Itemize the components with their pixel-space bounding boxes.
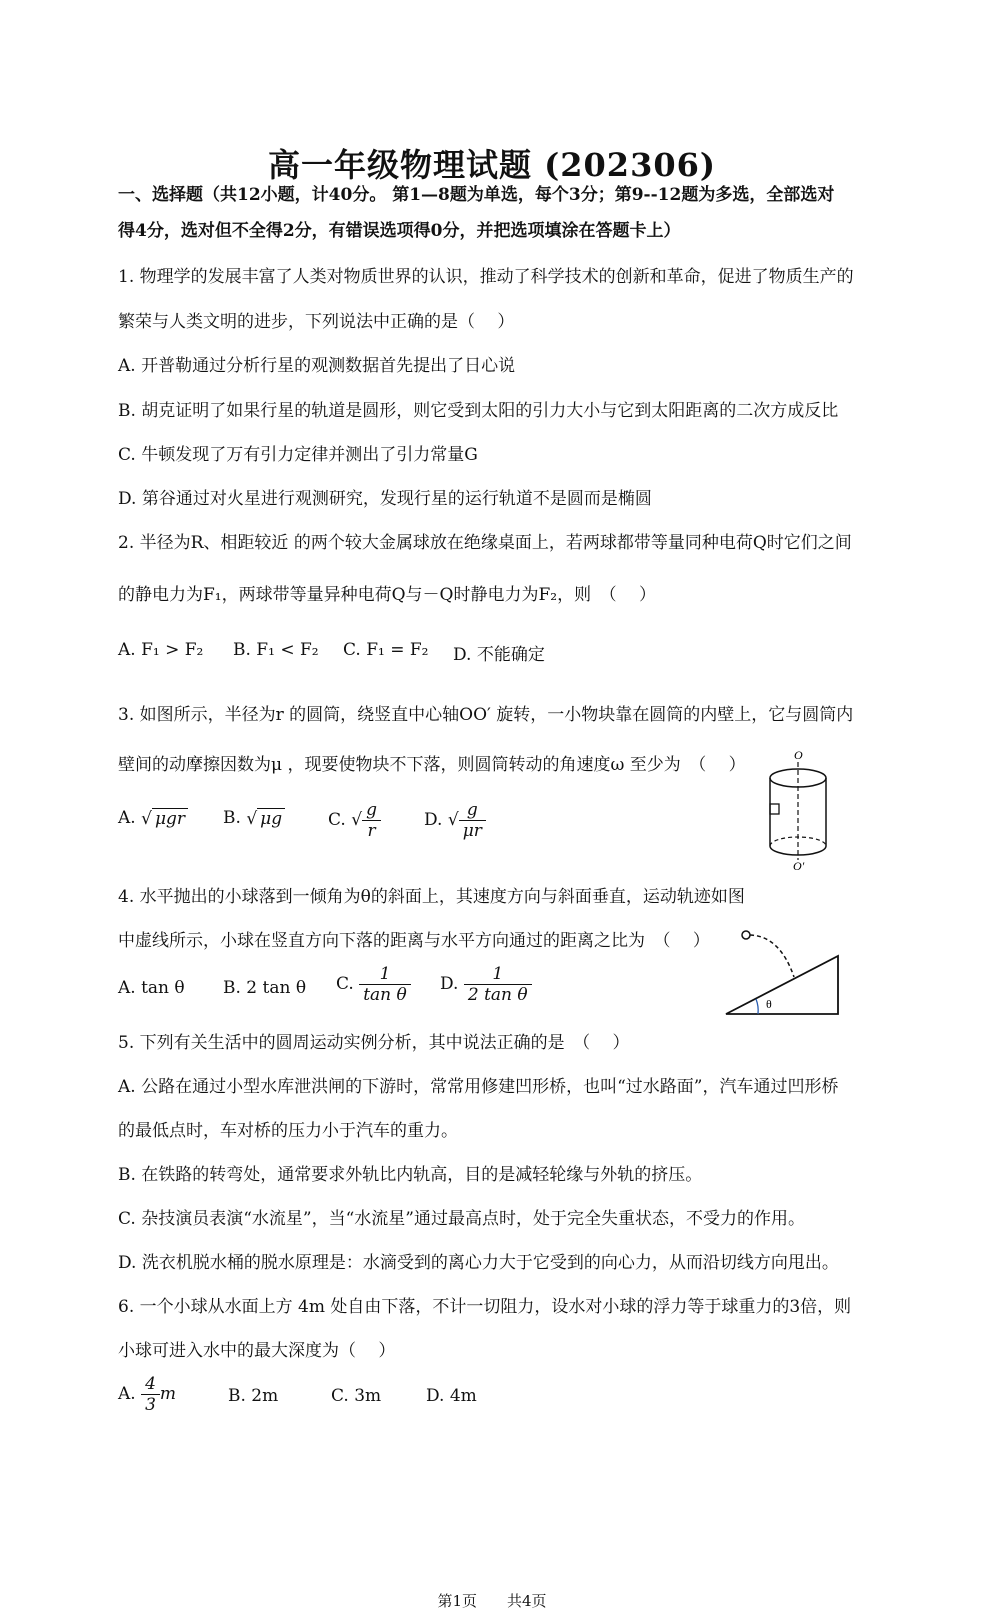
q3-stem-line1: 3. 如图所示，半径为r 的圆筒，绕竖直中心轴OO′ 旋转，一小物块靠在圆筒的内壁上，它与圆筒内 — [118, 705, 854, 725]
q6-option-a-denominator: 3 — [145, 1395, 156, 1415]
q4-option-c-fraction — [359, 964, 411, 1005]
q3-option-d: D. √ $\frac{g}{\mu r}$ — [424, 800, 486, 841]
q6-option-a-label: A. — [118, 1384, 136, 1404]
q2-option-c: C. F₁ = F₂ — [343, 640, 429, 660]
q4-option-d-denominator: 2 tan θ — [467, 985, 528, 1005]
q3-option-d-numerator: g — [459, 800, 486, 821]
q4-option-d-fraction — [464, 964, 532, 1005]
page-footer: 第1页 共4页 — [437, 1592, 547, 1610]
page-title: 高一年级物理试题 (202306) — [267, 146, 717, 184]
q4-option-d-label: D. — [440, 974, 459, 994]
q3-stem-line2: 壁间的动摩擦因数为μ ，现要使物块不下落，则圆筒转动的角速度ω 至少为 （ ） — [118, 755, 746, 775]
q1-stem-line2: 繁荣与人类文明的进步，下列说法中正确的是（ ） — [118, 312, 515, 332]
q6-option-b: B. 2m — [228, 1386, 279, 1406]
q3-option-c-numerator: g — [362, 800, 381, 821]
q5-option-d: D. 洗衣机脱水桶的脱水原理是：水滴受到的离心力大于它受到的向心力，从而沿切线方向甩出。 — [118, 1253, 839, 1273]
q3-option-d-label: D. — [424, 810, 443, 830]
q2-stem-line2: 的静电力为F₁，两球带等量异种电荷Q与－Q时静电力为F₂，则 （ ） — [118, 585, 656, 605]
q2-option-a: A. F₁ > F₂ — [118, 640, 204, 660]
q1-stem-line1: 1. 物理学的发展丰富了人类对物质世界的认识，推动了科学技术的创新和革命，促进了物质生产的 — [118, 267, 854, 287]
cylinder-axis-top-label: O — [794, 748, 803, 762]
q5-option-a-line1: A. 公路在通过小型水库泄洪闸的下游时，常常用修建凹形桥，也叫“过水路面”，汽车通过凹形桥 — [118, 1077, 839, 1097]
q3-option-b-label: B. — [223, 808, 241, 828]
q2-option-b: B. F₁ < F₂ — [233, 640, 319, 660]
q6-stem-line1: 6. 一个小球从水面上方 4m 处自由下落，不计一切阻力，设水对小球的浮力等于球重力的3倍，则 — [118, 1297, 852, 1317]
q3-option-d-denominator: μr — [462, 821, 482, 841]
q6-option-a-numerator: 4 — [141, 1374, 160, 1395]
q1-option-b: B. 胡克证明了如果行星的轨道是圆形，则它受到太阳的引力大小与它到太阳距离的二次方成反比 — [118, 401, 839, 421]
q3-option-a-radicand: μgr — [152, 808, 188, 829]
q3-option-b-radicand: μg — [257, 808, 285, 829]
q2-option-d: D. 不能确定 — [453, 645, 545, 665]
q6-option-c: C. 3m — [331, 1386, 382, 1406]
q4-option-d-numerator: 1 — [464, 964, 532, 985]
q5-option-c: C. 杂技演员表演“水流星”，当“水流星”通过最高点时，处于完全失重状态，不受力的作用。 — [118, 1209, 805, 1229]
q3-option-b — [223, 808, 285, 829]
q6-option-d: D. 4m — [426, 1386, 477, 1406]
q3-option-c-denominator: r — [367, 821, 376, 841]
q1-option-d: D. 第谷通过对火星进行观测研究，发现行星的运行轨道不是圆而是椭圆 — [118, 489, 652, 509]
q5-option-b: B. 在铁路的转弯处，通常要求外轨比内轨高，目的是减轻轮缘与外轨的挤压。 — [118, 1165, 703, 1185]
incline-figure — [720, 922, 850, 1022]
q3-option-b-sqrt: √ μg — [246, 808, 285, 829]
q3-option-a — [118, 808, 188, 829]
q3-option-c: C. √ $\frac{g}{r}$ — [328, 800, 381, 841]
q4-option-c-numerator: 1 — [359, 964, 411, 985]
q1-option-a: A. 开普勒通过分析行星的观测数据首先提出了日心说 — [118, 356, 516, 376]
q2-stem-line1: 2. 半径为R、相距较近 的两个较大金属球放在绝缘桌面上，若两球都带等量同种电荷Q时它们之间 — [118, 533, 852, 553]
q5-option-a-line2: 的最低点时，车对桥的压力小于汽车的重力。 — [118, 1121, 458, 1141]
q4-option-c-denominator: tan θ — [363, 985, 407, 1005]
incline-angle-label: θ — [766, 997, 772, 1011]
q6-option-a — [118, 1374, 176, 1415]
q3-option-c-fraction — [362, 800, 381, 841]
q3-option-c-label: C. — [328, 810, 346, 830]
q4-stem-line2: 中虚线所示，小球在竖直方向下落的距离与水平方向通过的距离之比为 （ ） — [118, 931, 710, 951]
q6-stem-line2: 小球可进入水中的最大深度为（ ） — [118, 1341, 396, 1361]
q4-option-c — [336, 964, 411, 1005]
q5-stem: 5. 下列有关生活中的圆周运动实例分析，其中说法正确的是 （ ） — [118, 1033, 630, 1053]
q4-option-c-label: C. — [336, 974, 354, 994]
q6-option-a-unit: m — [159, 1384, 177, 1404]
q4-option-b: B. 2 tan θ — [223, 978, 307, 998]
q4-stem-line1: 4. 水平抛出的小球落到一倾角为θ的斜面上，其速度方向与斜面垂直，运动轨迹如图 — [118, 887, 745, 907]
q6-option-a-fraction — [141, 1374, 160, 1415]
section-instructions-line1: 一、选择题（共12小题，计40分。 第1—8题为单选，每个3分；第9--12题为多选，全部选对 — [118, 185, 835, 205]
q4-option-a: A. tan θ — [118, 978, 185, 998]
q4-option-d — [440, 964, 532, 1005]
q3-option-a-sqrt: √ μgr — [141, 808, 188, 829]
q1-option-c: C. 牛顿发现了万有引力定律并测出了引力常量G — [118, 445, 478, 465]
q3-option-d-fraction — [459, 800, 486, 841]
cylinder-figure — [760, 748, 850, 873]
cylinder-axis-bottom-label: O′ — [793, 859, 805, 873]
section-instructions-line2: 得4分，选对但不全得2分，有错误选项得0分，并把选项填涂在答题卡上） — [118, 221, 681, 241]
q3-option-a-label: A. — [118, 808, 136, 828]
